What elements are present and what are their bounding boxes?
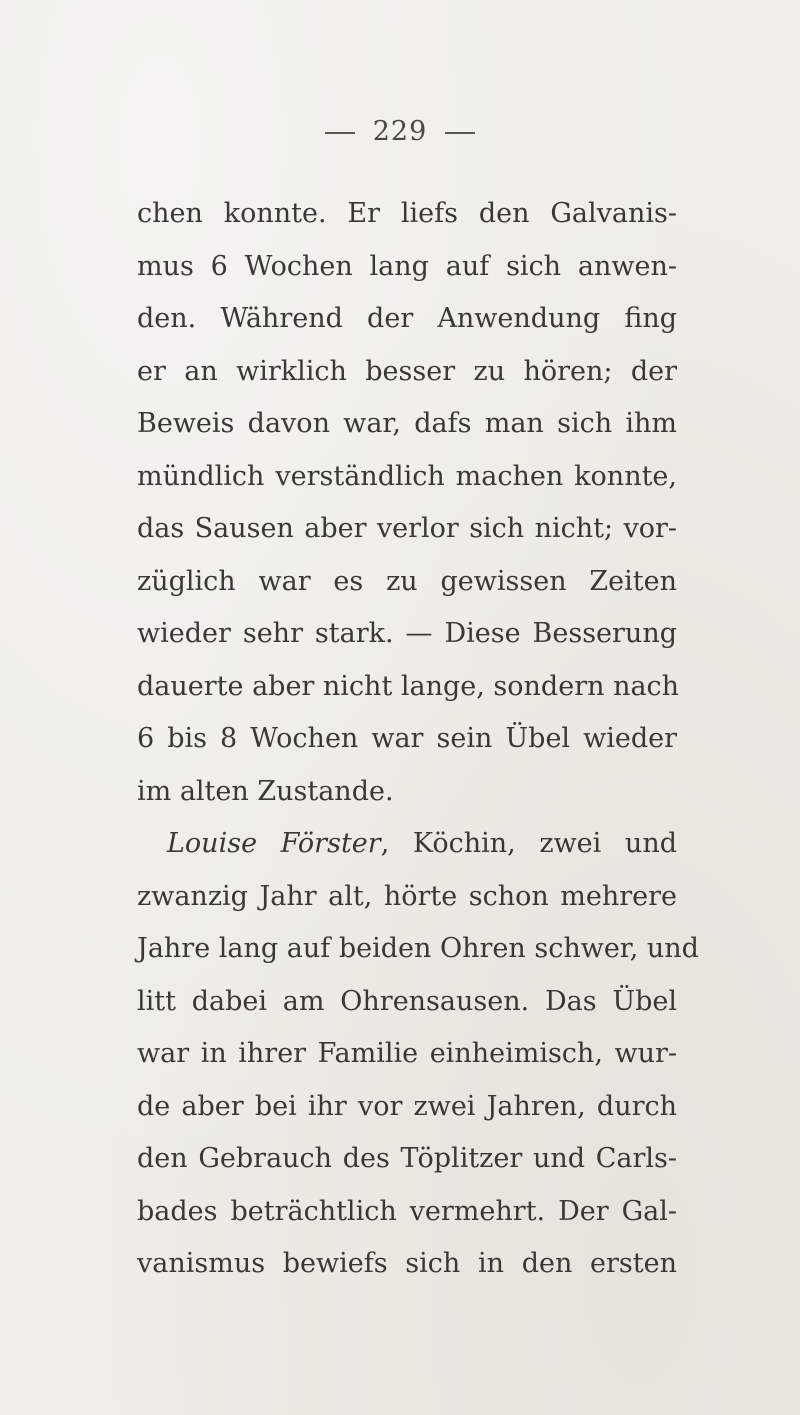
text-line: 6 bis 8 Wochen war sein Übel wieder bbox=[137, 723, 677, 754]
text-line: züglich war es zu gewissen Zeiten bbox=[137, 565, 677, 597]
text-line: er an wirklich besser zu hören; der bbox=[137, 355, 677, 387]
paragraph-start-line bbox=[137, 818, 677, 871]
text-line: zwanzig Jahr alt, hörte schon mehrere bbox=[137, 880, 677, 912]
text-line: den Gebrauch des Töplitzer und Carls- bbox=[137, 1143, 677, 1174]
text-line: chen konnte. Er liefs den Galvanis- bbox=[137, 198, 677, 229]
text-line: dauerte aber nicht lange, sondern nach bbox=[137, 670, 680, 702]
text-line: das Sausen aber verlor sich nicht; vor- bbox=[137, 513, 677, 544]
page-number-text: 229 bbox=[372, 116, 428, 147]
dash-right bbox=[445, 132, 475, 134]
page-number bbox=[0, 116, 800, 147]
text-line: im alten Zustande. bbox=[137, 775, 394, 807]
text-line: wieder sehr stark. — Diese Besserung bbox=[137, 618, 677, 649]
text-line: Jahre lang auf beiden Ohren schwer, und bbox=[137, 933, 699, 964]
text-line: Beweis davon war, dafs man sich ihm bbox=[137, 408, 677, 439]
person-name: Louise Förster bbox=[167, 828, 381, 859]
dash-left bbox=[325, 132, 355, 134]
text-line: war in ihrer Familie einheimisch, wur- bbox=[137, 1038, 677, 1069]
paragraph-start-rest: , Köchin, zwei und bbox=[380, 828, 677, 859]
body-text bbox=[137, 188, 699, 1291]
text-line: den. Während der Anwendung fing bbox=[137, 303, 677, 334]
text-line: de aber bei ihr vor zwei Jahren, durch bbox=[137, 1090, 677, 1122]
text-line: mündlich verständlich machen konnte, bbox=[137, 460, 677, 492]
text-line: mus 6 Wochen lang auf sich anwen- bbox=[137, 250, 677, 282]
text-line: bades beträchtlich vermehrt. Der Gal- bbox=[137, 1195, 677, 1227]
text-line: litt dabei am Ohrensausen. Das Übel bbox=[137, 985, 677, 1017]
text-line: vanismus bewiefs sich in den ersten bbox=[137, 1248, 677, 1279]
